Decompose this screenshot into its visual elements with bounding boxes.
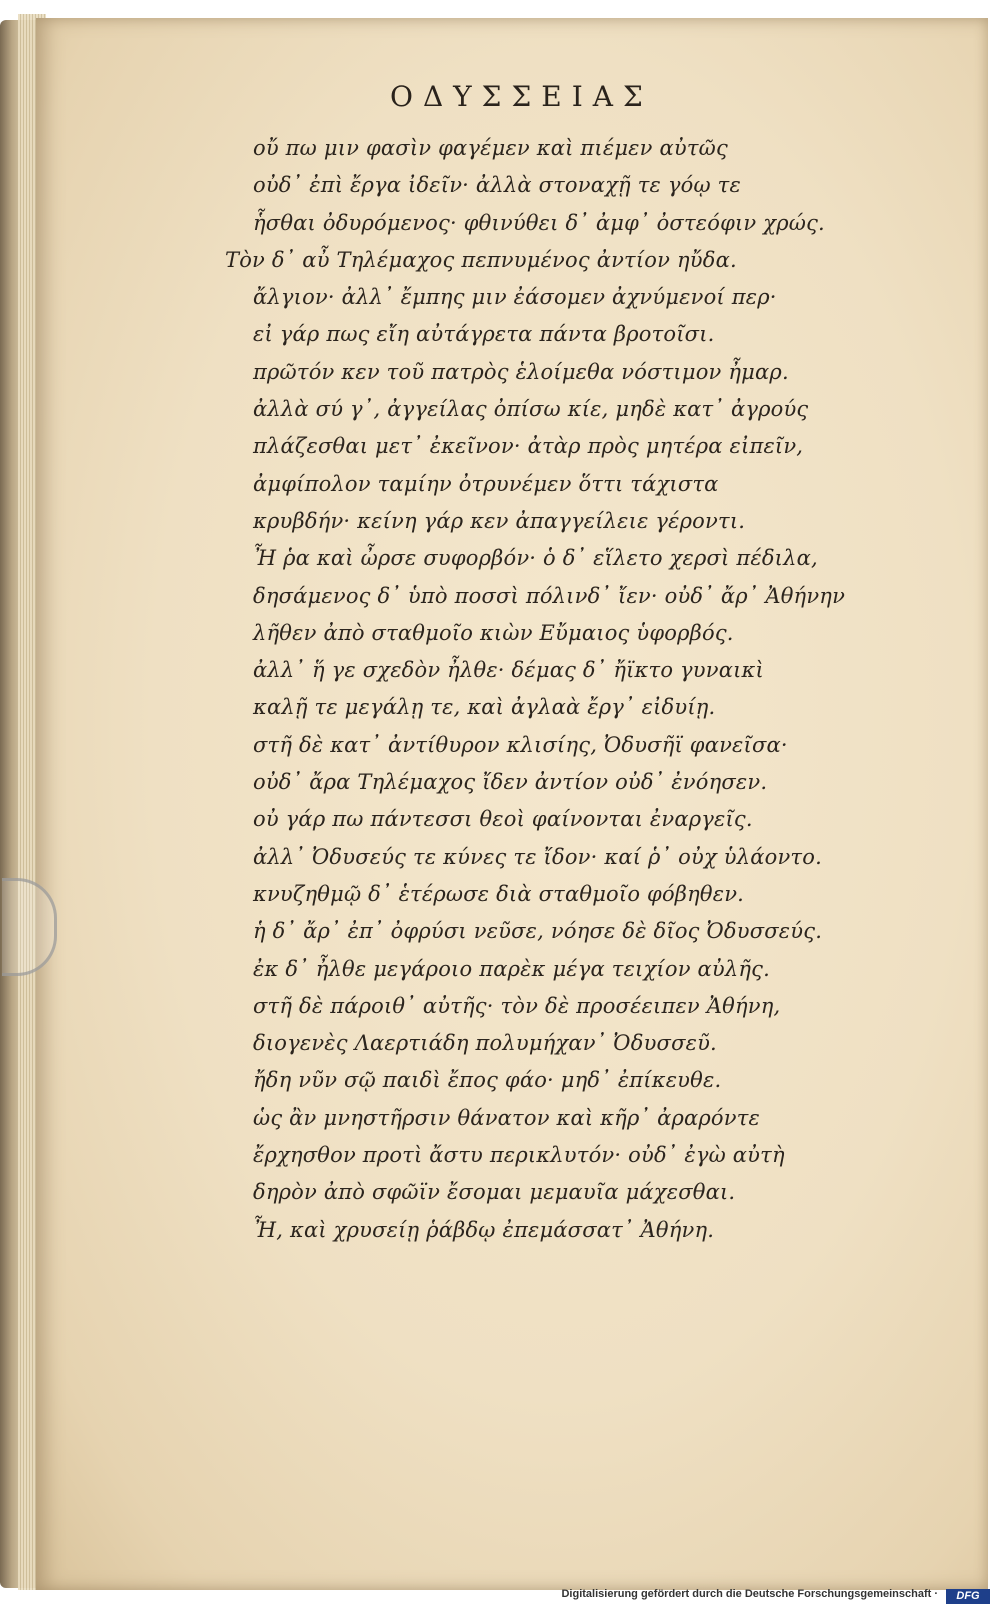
text-line: δησάμενος δ᾽ ὑπὸ ποσσὶ πόλινδ᾽ ἴεν· οὐδ᾽ ἄρ᾽ Ἀθήνην xyxy=(253,583,846,608)
text-line: λῆθεν ἀπὸ σταθμοῖο κιὼν Εὔμαιος ὑφορβός. xyxy=(253,620,734,645)
text-line: οὐδ᾽ ἄρα Τηλέμαχος ἴδεν ἀντίον οὐδ᾽ ἐνόησεν. xyxy=(253,770,768,795)
text-line: ἧσθαι ὀδυρόμενος· φθινύθει δ᾽ ἀμφ᾽ ὀστεόφιν χρώς. xyxy=(253,210,825,235)
running-head: ΟΔΥΣΣΕΙΑΣ xyxy=(390,80,653,113)
text-line: κνυζηθμῷ δ᾽ ἑτέρωσε διὰ σταθμοῖο φόβηθεν. xyxy=(253,881,745,906)
text-line: στῆ δὲ πάροιθ᾽ αὐτῆς· τὸν δὲ προσέειπεν Ἀθήνη, xyxy=(253,993,781,1018)
text-line: ἀμφίπολον ταμίην ὀτρυνέμεν ὅττι τάχιστα xyxy=(253,471,719,496)
text-line: διογενὲς Λαερτιάδη πολυμήχαν᾽ Ὀδυσσεῦ. xyxy=(253,1031,717,1056)
text-line: οὐδ᾽ ἐπὶ ἔργα ἰδεῖν· ἀλλὰ στοναχῇ τε γόῳ τε xyxy=(253,173,741,198)
text-line: ὡς ἂν μνηστῆρσιν θάνατον καὶ κῆρ᾽ ἀραρόντε xyxy=(253,1105,761,1130)
text-line: Ἦ, καὶ χρυσείῃ ῥάβδῳ ἐπεμάσσατ᾽ Ἀθήνη. xyxy=(253,1217,715,1242)
digitization-credit: Digitalisierung gefördert durch die Deutsche Forschungsgemeinschaft · xyxy=(561,1588,938,1600)
text-line: κρυβδήν· κείνη γάρ κεν ἀπαγγείλειε γέροντι. xyxy=(253,508,746,533)
text-line: στῆ δὲ κατ᾽ ἀντίθυρον κλισίης, Ὀδυσῆϊ φανεῖσα· xyxy=(253,732,788,757)
text-line: καλῇ τε μεγάλῃ τε, καὶ ἀγλαὰ ἔργ᾽ εἰδυίῃ. xyxy=(253,695,716,720)
text-line: εἰ γάρ πως εἴη αὐτάγρετα πάντα βροτοῖσι. xyxy=(253,322,715,347)
text-line: ἤδη νῦν σῷ παιδὶ ἔπος φάο· μηδ᾽ ἐπίκευθε. xyxy=(253,1068,722,1093)
text-line: Ἦ ῥα καὶ ὦρσε συφορβόν· ὁ δ᾽ εἵλετο χερσὶ πέδιλα, xyxy=(253,546,818,571)
dfg-logo: DFG xyxy=(946,1589,990,1604)
text-line: δηρὸν ἀπὸ σφῶϊν ἔσομαι μεμαυῖα μάχεσθαι. xyxy=(253,1180,736,1205)
text-line: πρῶτόν κεν τοῦ πατρὸς ἑλοίμεθα νόστιμον ἦμαρ. xyxy=(253,359,789,384)
text-line: ἀλλ᾽ Ὀδυσεύς τε κύνες τε ἴδον· καί ῥ᾽ οὐχ ὑλάοντο. xyxy=(253,844,822,869)
text-line: οὐ γάρ πω πάντεσσι θεοὶ φαίνονται ἐναργεῖς. xyxy=(253,807,753,832)
text-line: ἄλγιον· ἀλλ᾽ ἔμπης μιν ἐάσομεν ἀχνύμενοί περ· xyxy=(253,285,777,310)
text-line: ἡ δ᾽ ἄρ᾽ ἐπ᾽ ὀφρύσι νεῦσε, νόησε δὲ δῖος Ὀδυσσεύς. xyxy=(253,919,823,944)
text-line: ἐκ δ᾽ ἦλθε μεγάροιο παρὲκ μέγα τειχίον αὐλῆς. xyxy=(253,956,771,981)
text-line: Τὸν δ᾽ αὖ Τηλέμαχος πεπνυμένος ἀντίον ηὔδα. xyxy=(225,247,737,272)
text-line: ἀλλ᾽ ἥ γε σχεδὸν ἦλθε· δέμας δ᾽ ἤϊκτο γυναικὶ xyxy=(253,658,764,683)
text-line: οὔ πω μιν φασὶν φαγέμεν καὶ πιέμεν αὐτῶς xyxy=(253,136,728,160)
text-line: ἀλλὰ σύ γ᾽, ἀγγείλας ὀπίσω κίε, μηδὲ κατ᾽ ἀγρούς xyxy=(253,397,809,422)
text-line: ἔρχησθον προτὶ ἄστυ περικλυτόν· οὐδ᾽ ἐγὼ αὐτὴ xyxy=(253,1143,785,1168)
text-block xyxy=(225,130,846,1249)
text-line: πλάζεσθαι μετ᾽ ἐκεῖνον· ἀτὰρ πρὸς μητέρα εἰπεῖν, xyxy=(253,434,804,459)
